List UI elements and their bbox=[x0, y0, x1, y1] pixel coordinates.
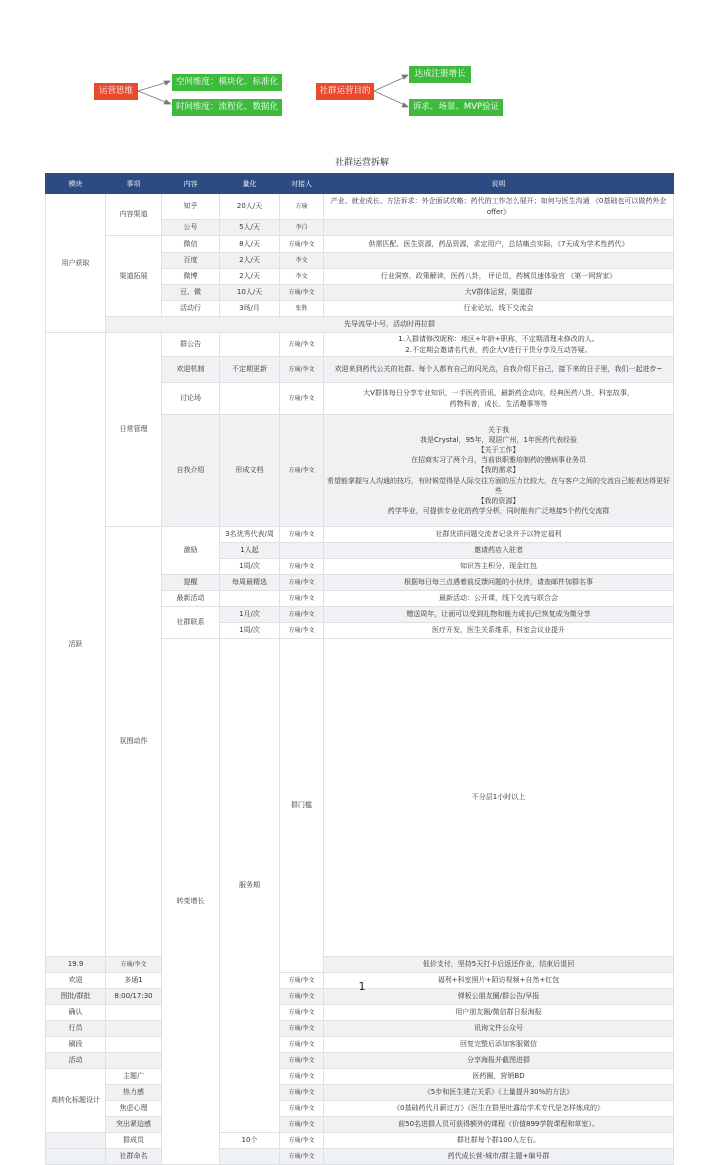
cell: 形成文档 bbox=[220, 415, 280, 527]
cell: 最新活动：公开课，线下交流与联合会 bbox=[324, 591, 674, 607]
cell: 方瑜/李文 bbox=[280, 333, 324, 357]
community-ops-table bbox=[45, 173, 674, 1165]
span-note: 先导流导小号，活动时再拉群 bbox=[106, 317, 674, 333]
table-row bbox=[46, 1133, 674, 1149]
cell: 方瑜/李文 bbox=[280, 415, 324, 527]
cell: 方瑜/李文 bbox=[280, 1053, 324, 1069]
cell: 回复完整后添加客服微信 bbox=[324, 1037, 674, 1053]
cell: 社群联系 bbox=[162, 607, 220, 639]
section-user-acquisition: 用户获取 bbox=[46, 194, 106, 333]
cell: 激励 bbox=[162, 527, 220, 575]
cell: 用户朋友圈/微信群日报海报 bbox=[324, 1005, 674, 1021]
cell: 医药圈，营销BD bbox=[324, 1069, 674, 1085]
cell: 8:00/17:30 bbox=[106, 989, 162, 1005]
cell bbox=[280, 543, 324, 559]
table-row bbox=[46, 957, 674, 973]
cell: 药代成长营-城市/群主题+编号群 bbox=[324, 1149, 674, 1165]
cell: 方瑜/李文 bbox=[280, 607, 324, 623]
cell: 方瑜/李文 bbox=[280, 623, 324, 639]
cell: 多通1 bbox=[106, 973, 162, 989]
table-row bbox=[46, 333, 674, 357]
cell bbox=[220, 591, 280, 607]
cell: 10个 bbox=[220, 1133, 280, 1149]
cell: 方瑜/李文 bbox=[280, 1117, 324, 1133]
cell: 产业、就业成长、方法诉求：外企面试攻略；药代的工作怎么展开；如何与医生沟通 《0基础也可以做药外企offer》 bbox=[324, 194, 674, 220]
cell: 高转化标题设计 bbox=[46, 1069, 106, 1133]
page-number: 1 bbox=[358, 980, 366, 993]
cell: 3名优秀代表/周 bbox=[220, 527, 280, 543]
cell: 1月/次 bbox=[220, 607, 280, 623]
cell bbox=[46, 1133, 106, 1149]
cell: 《5步和医生建立关系》《上量提升30%的方法》 bbox=[324, 1085, 674, 1101]
cell: 1周/次 bbox=[220, 559, 280, 575]
col-quant: 量化 bbox=[220, 174, 280, 194]
cell: 大V群体运营，渠道群 bbox=[324, 285, 674, 301]
cell: 行员 bbox=[46, 1021, 106, 1037]
cell: 前50名进群人员可获得额外的课程（价值899学院课程和草室）。 bbox=[324, 1117, 674, 1133]
cell: 行业洞察，政策解读，医药八卦， 评论员，药械员速体验官 《第一网营家》 bbox=[324, 269, 674, 285]
cell: 10人/天 bbox=[220, 285, 280, 301]
cell: 李文 bbox=[280, 253, 324, 269]
cell: 方瑜/李文 bbox=[280, 1021, 324, 1037]
cell bbox=[324, 253, 674, 269]
mindmap-node-time: 时间维度：流程化、数据化 bbox=[172, 99, 282, 116]
cell: 方瑜/李文 bbox=[280, 1085, 324, 1101]
mindmap-node-community-goal: 社群运营目的 bbox=[316, 83, 374, 100]
cell: 大V群体每日分享专业知识，一手医药资讯，最新药企动向，经典医药八卦，科室故事， 药物科普，成长、生活趣事等等 bbox=[324, 383, 674, 415]
cell: 方瑜/李文 bbox=[106, 957, 162, 973]
cell bbox=[220, 333, 280, 357]
cell: 图批/群批 bbox=[46, 989, 106, 1005]
cell: 不定期更新 bbox=[220, 357, 280, 383]
cell: 2人/天 bbox=[220, 253, 280, 269]
mindmap-node-space: 空间维度：模块化、标准化 bbox=[172, 74, 282, 91]
table-row bbox=[46, 194, 674, 220]
table-row bbox=[46, 1101, 674, 1117]
cell: 方瑜/李文 bbox=[280, 285, 324, 301]
cell: 方瑜/李文 bbox=[280, 527, 324, 543]
cell: 方瑜/李文 bbox=[280, 383, 324, 415]
cell: 方瑜/李文 bbox=[280, 357, 324, 383]
item-atmosphere: 氛围动作 bbox=[106, 527, 162, 957]
cell: 1周/次 bbox=[220, 623, 280, 639]
cell: 8人/天 bbox=[220, 236, 280, 253]
item-service: 服务期 bbox=[220, 639, 280, 1133]
col-content: 内容 bbox=[162, 174, 220, 194]
cell: 方瑜/李文 bbox=[280, 1149, 324, 1165]
cell: 20人/天 bbox=[220, 194, 280, 220]
cell: 方瑜/李文 bbox=[280, 1101, 324, 1117]
section-retention: 活跃 bbox=[46, 333, 106, 957]
cell bbox=[324, 220, 674, 236]
cell: 刷段 bbox=[46, 1037, 106, 1053]
cell: 方瑜/李文 bbox=[280, 1037, 324, 1053]
mindmap-node-mvp: 诉求、场景、MVP验证 bbox=[409, 99, 503, 116]
cell: 知乎 bbox=[162, 194, 220, 220]
cell: 自我介绍 bbox=[162, 415, 220, 527]
cell: 方瑜/李文 bbox=[280, 591, 324, 607]
cell bbox=[46, 1149, 106, 1165]
cell: 讯询文件公众号 bbox=[324, 1021, 674, 1037]
cell: 焦虑心理 bbox=[106, 1101, 162, 1117]
cell: 群公告 bbox=[162, 333, 220, 357]
cell: 提醒 bbox=[162, 575, 220, 591]
cell: 欢迎机制 bbox=[162, 357, 220, 383]
cell: 根据每日每三点遇着前反馈问题的小伙伴，请查邮件加群名事 bbox=[324, 575, 674, 591]
cell: 19.9 bbox=[46, 957, 106, 973]
cell: 赠送周年，让面可以受到礼物和能力成长/已恢复成为微分享 bbox=[324, 607, 674, 623]
cell: 张胜 bbox=[280, 301, 324, 317]
cell: 确认 bbox=[46, 1005, 106, 1021]
col-module: 模块 bbox=[46, 174, 106, 194]
cell: 《0基础药代月薪过万》《医生在群里吐露给学术专代是怎样炼成的》 bbox=[324, 1101, 674, 1117]
cell: 方瑜/李文 bbox=[280, 236, 324, 253]
cell: 弹板公朋友圈/群公告/早报 bbox=[324, 989, 674, 1005]
col-desc: 说明 bbox=[324, 174, 674, 194]
cell: 行业论坛，线下交流会 bbox=[324, 301, 674, 317]
item-channel-expansion: 渠道拓展 bbox=[106, 236, 162, 317]
cell: 群成员 bbox=[106, 1133, 162, 1149]
cell: 方瑜/李文 bbox=[280, 989, 324, 1005]
cell: 李文 bbox=[280, 269, 324, 285]
cell: 方瑜/李文 bbox=[280, 1133, 324, 1149]
cell: 热力感 bbox=[106, 1085, 162, 1101]
cell: 1.入群请修改昵称：地区+年龄+职称，不定期清理未修改的人。 2.不定期会邀请名代表，药企大V进行干货分享及互动答疑。 bbox=[324, 333, 674, 357]
cell: 微博 bbox=[162, 269, 220, 285]
table-row bbox=[46, 1149, 674, 1165]
cell: 欢迎 bbox=[46, 973, 106, 989]
cell: 供需匹配、医生资源，药品资源，求定用户，总结痛点实际，《7天成为学术性药代》 bbox=[324, 236, 674, 253]
table-row bbox=[46, 1085, 674, 1101]
cell: 群门槛 bbox=[280, 639, 324, 973]
cell: 活动行 bbox=[162, 301, 220, 317]
table-row bbox=[46, 1053, 674, 1069]
cell: 关于我 我是Crystal，95年，现居广州，1年医药代表经验 【关于工作】 在招商实习了两个月，当前供职雅培制药的慢病事业务员 【我的需求】 希望能掌握与人沟通的技巧，有时候觉得是人际交往方面的压力比较大，在与客户之间的交流自己能表达得更好些 【我的资源】 药学毕业，可提供专业化的药学分析，同时能有广泛地接5个药代交流群 bbox=[324, 415, 674, 527]
cell: 5人/天 bbox=[220, 220, 280, 236]
cell bbox=[220, 1149, 280, 1165]
cell: 分享海报并截图进群 bbox=[324, 1053, 674, 1069]
cell: 低价支付，坚持5天打卡后返还作业，结束后退回 bbox=[324, 957, 674, 973]
table-row bbox=[46, 1117, 674, 1133]
cell: 讨论场 bbox=[162, 383, 220, 415]
cell bbox=[106, 1037, 162, 1053]
cell: 微信 bbox=[162, 236, 220, 253]
section-growth: 转变增长 bbox=[162, 639, 220, 1165]
cell: 福利+科室照片+陌访视频+自然+红包 bbox=[324, 973, 674, 989]
cell: 主题广 bbox=[106, 1069, 162, 1085]
cell: 最新活动 bbox=[162, 591, 220, 607]
col-item: 事项 bbox=[106, 174, 162, 194]
table-row bbox=[46, 527, 674, 543]
cell: 公号 bbox=[162, 220, 220, 236]
cell: 方瑜/李文 bbox=[280, 1069, 324, 1085]
cell: 不分层1小时以上 bbox=[324, 639, 674, 957]
cell: 方瑜/李文 bbox=[280, 559, 324, 575]
cell: 方瑜 bbox=[280, 194, 324, 220]
cell: 李白 bbox=[280, 220, 324, 236]
cell bbox=[106, 1005, 162, 1021]
cell: 方瑜/李文 bbox=[280, 1005, 324, 1021]
cell bbox=[106, 1021, 162, 1037]
mindmap-connectors bbox=[0, 0, 724, 140]
cell: 3场/月 bbox=[220, 301, 280, 317]
cell: 方瑜/李文 bbox=[280, 575, 324, 591]
cell: 每周最精选 bbox=[220, 575, 280, 591]
table-title: 社群运营拆解 bbox=[334, 158, 389, 168]
mindmap-node-ops-thinking: 运营思维 bbox=[94, 83, 138, 100]
cell: 欢迎来到药代公关的社群。每个人都有自己的闪光点，自我介绍下自己，接下来的日子里，我们一起进步~ bbox=[324, 357, 674, 383]
mindmap-node-registration: 达成注册增长 bbox=[409, 66, 471, 83]
cell: 2人/天 bbox=[220, 269, 280, 285]
cell: 社群优质问题交流者记录并予以特定福利 bbox=[324, 527, 674, 543]
cell bbox=[106, 1053, 162, 1069]
table-header bbox=[46, 174, 674, 194]
cell: 方瑜/李文 bbox=[280, 973, 324, 989]
col-contact: 对接人 bbox=[280, 174, 324, 194]
table-row bbox=[46, 1069, 674, 1085]
table-row bbox=[46, 1021, 674, 1037]
cell: 群社群每个群100人左右。 bbox=[324, 1133, 674, 1149]
cell: 活动 bbox=[46, 1053, 106, 1069]
cell: 百度 bbox=[162, 253, 220, 269]
cell: 医疗开发，医生关系维系，科室会议业提升 bbox=[324, 623, 674, 639]
table-row bbox=[46, 1005, 674, 1021]
cell: 知识答主积分，现金红包 bbox=[324, 559, 674, 575]
table-row bbox=[46, 1037, 674, 1053]
cell bbox=[220, 383, 280, 415]
cell: 突出紧迫感 bbox=[106, 1117, 162, 1133]
cell: 社群命名 bbox=[106, 1149, 162, 1165]
item-daily-management: 日常管理 bbox=[106, 333, 162, 527]
item-content-channel: 内容渠道 bbox=[106, 194, 162, 236]
table-row bbox=[46, 317, 674, 333]
cell: 邀请药店入驻者 bbox=[324, 543, 674, 559]
table-row bbox=[46, 236, 674, 253]
cell: 豆、微 bbox=[162, 285, 220, 301]
cell: 1人起 bbox=[220, 543, 280, 559]
